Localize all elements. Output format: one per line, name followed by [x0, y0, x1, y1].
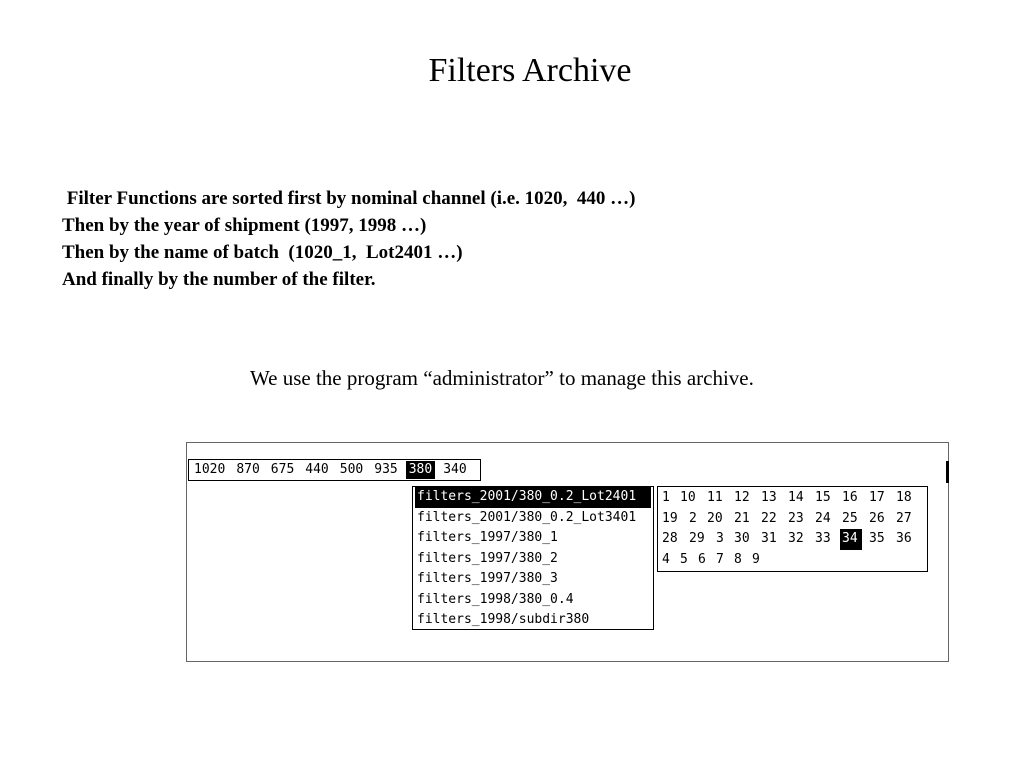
filter-number[interactable]: 5: [680, 551, 688, 567]
batch-item[interactable]: filters_1997/380_1: [417, 530, 558, 545]
filter-number[interactable]: 16: [842, 490, 858, 505]
batch-item[interactable]: filters_1997/380_2: [417, 550, 558, 566]
filter-number[interactable]: 23: [788, 510, 804, 526]
filter-number[interactable]: 21: [734, 510, 750, 526]
filter-number[interactable]: 13: [761, 490, 777, 505]
filter-number[interactable]: 36: [896, 531, 912, 546]
filter-number[interactable]: 11: [707, 490, 723, 505]
filter-number[interactable]: 6: [698, 551, 706, 567]
number-row: [660, 550, 925, 571]
filter-number[interactable]: 22: [761, 510, 777, 526]
filter-number[interactable]: 9: [752, 551, 760, 567]
filter-number[interactable]: 18: [896, 490, 912, 505]
filter-number[interactable]: 32: [788, 531, 804, 546]
filter-number[interactable]: 15: [815, 490, 831, 505]
rule-line-1: Filter Functions are sorted first by nominal channel (i.e. 1020, 440 …): [62, 188, 636, 209]
batch-item[interactable]: filters_1998/380_0.4: [417, 591, 574, 607]
batch-item[interactable]: filters_2001/380_0.2_Lot3401: [417, 509, 637, 525]
channel-item[interactable]: 870: [236, 462, 260, 477]
channel-item[interactable]: 380: [406, 461, 435, 479]
filter-number[interactable]: 2: [689, 510, 697, 526]
batch-item[interactable]: filters_1998/subdir380: [417, 612, 590, 627]
rule-line-3: Then by the name of batch (1020_1, Lot2401 …): [62, 242, 463, 263]
channel-item[interactable]: 340: [443, 462, 467, 477]
filter-number[interactable]: 14: [788, 490, 804, 505]
program-note: We use the program “administrator” to manage this archive.: [250, 366, 754, 390]
filter-number[interactable]: 10: [680, 490, 696, 505]
sorting-rules: [62, 185, 636, 293]
batch-item[interactable]: filters_1997/380_3: [417, 571, 558, 586]
channel-item[interactable]: 1020: [194, 462, 226, 477]
filter-number[interactable]: 3: [716, 531, 724, 546]
filter-number[interactable]: 25: [842, 510, 858, 526]
filter-number[interactable]: 33: [815, 531, 831, 546]
filter-number[interactable]: 34: [840, 529, 862, 550]
filter-number[interactable]: 20: [707, 510, 723, 526]
channel-item[interactable]: 675: [270, 462, 295, 477]
number-row: [660, 529, 925, 550]
filter-number[interactable]: 35: [869, 531, 885, 546]
number-row: [660, 509, 925, 530]
filter-number[interactable]: 12: [734, 490, 750, 505]
administrator-window: [186, 442, 949, 662]
filter-number[interactable]: 29: [689, 531, 705, 546]
filter-number[interactable]: 24: [815, 510, 831, 526]
filter-number[interactable]: 19: [662, 510, 678, 526]
channel-item[interactable]: 935: [374, 462, 398, 477]
channel-selector: [188, 459, 481, 481]
channel-item[interactable]: 440: [305, 462, 329, 477]
filter-number[interactable]: 26: [869, 510, 885, 526]
batch-list: [412, 486, 654, 630]
window-edge-marker: [946, 461, 949, 483]
number-row: [660, 488, 925, 509]
filter-number[interactable]: 17: [869, 490, 885, 505]
rule-line-4: And finally by the number of the filter.: [62, 269, 376, 290]
filter-number[interactable]: 27: [896, 510, 912, 526]
filter-number[interactable]: 30: [734, 531, 750, 546]
batch-item[interactable]: filters_2001/380_0.2_Lot2401: [415, 487, 651, 508]
filter-number-grid: [657, 486, 928, 572]
filter-number[interactable]: 31: [761, 531, 777, 546]
channel-item[interactable]: 500: [339, 462, 364, 477]
filter-number[interactable]: 1: [662, 490, 670, 505]
filter-number[interactable]: 7: [716, 551, 724, 567]
rule-line-2: Then by the year of shipment (1997, 1998 …): [62, 215, 427, 236]
slide-title: Filters Archive: [428, 52, 632, 89]
filter-number[interactable]: 8: [734, 551, 742, 567]
filter-number[interactable]: 28: [662, 531, 678, 546]
filter-number[interactable]: 4: [662, 551, 670, 567]
